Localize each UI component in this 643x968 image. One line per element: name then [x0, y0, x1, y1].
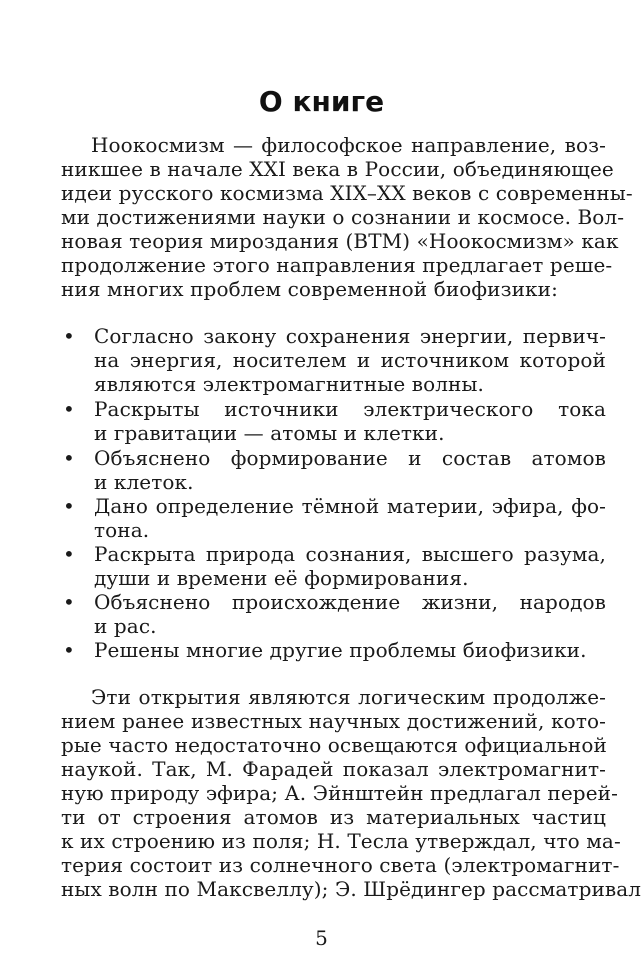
closing-line: терия состоит из солнечного света (электромагнит- [61, 853, 620, 877]
closing-line: нием ранее известных научных достижений, кото- [61, 709, 606, 733]
bullet-marker: • [63, 397, 75, 421]
bullet-marker: • [63, 590, 75, 614]
bullet-marker: • [63, 494, 75, 518]
bullet-marker: • [63, 638, 75, 662]
list-item-line: являются электромагнитные волны. [94, 372, 484, 396]
list-item-line: души и времени её формирования. [94, 566, 469, 590]
closing-line: ти от строения атомов из материальных частиц [61, 805, 606, 829]
list-item-line: и рас. [94, 614, 157, 638]
intro-line: новая теория мироздания (ВТМ) «Ноокосмизм» как [61, 229, 619, 253]
list-item-line: Дано определение тёмной материи, эфира, фо- [94, 494, 606, 518]
page-title: О книге [258, 85, 385, 118]
closing-line: Эти открытия являются логическим продолже- [91, 685, 606, 709]
bullet-marker: • [63, 542, 75, 566]
list-item-line: и клеток. [94, 470, 194, 494]
list-item-line: и гравитации — атомы и клетки. [94, 421, 445, 445]
list-item-line: Объяснено формирование и состав атомов [94, 446, 606, 470]
page-number: 5 [315, 926, 328, 950]
bullet-marker: • [63, 446, 75, 470]
closing-line: к их строению из поля; Н. Тесла утверждал, что ма- [61, 829, 621, 853]
list-item-line: тона. [94, 518, 150, 542]
list-item-line: Раскрыты источники электрического тока [94, 397, 606, 421]
list-item-line: Решены многие другие проблемы биофизики. [94, 638, 587, 662]
intro-line: никшее в начале XXI века в России, объединяющее [61, 157, 614, 181]
closing-line: ную природу эфира; А. Эйнштейн предлагал перей- [61, 781, 618, 805]
intro-line: Ноокосмизм — философское направление, воз- [91, 133, 606, 157]
list-item-line: Согласно закону сохранения энергии, первич- [94, 324, 606, 348]
intro-line: ния многих проблем современной биофизики: [61, 277, 558, 301]
list-item-line: Объяснено происхождение жизни, народов [94, 590, 606, 614]
intro-line: продолжение этого направления предлагает реше- [61, 253, 613, 277]
closing-line: ных волн по Максвеллу); Э. Шрёдингер рассматривал [61, 877, 642, 901]
bullet-marker: • [63, 324, 75, 348]
list-item-line: Раскрыта природа сознания, высшего разума, [94, 542, 606, 566]
intro-line: ми достижениями науки о сознании и космосе. Вол- [61, 205, 625, 229]
list-item-line: на энергия, носителем и источником которой [94, 348, 606, 372]
closing-line: наукой. Так, М. Фарадей показал электромагнит- [61, 757, 606, 781]
intro-line: идеи русского космизма XIX–XX веков с современны- [61, 181, 633, 205]
closing-line: рые часто недостаточно освещаются официальной [61, 733, 607, 757]
